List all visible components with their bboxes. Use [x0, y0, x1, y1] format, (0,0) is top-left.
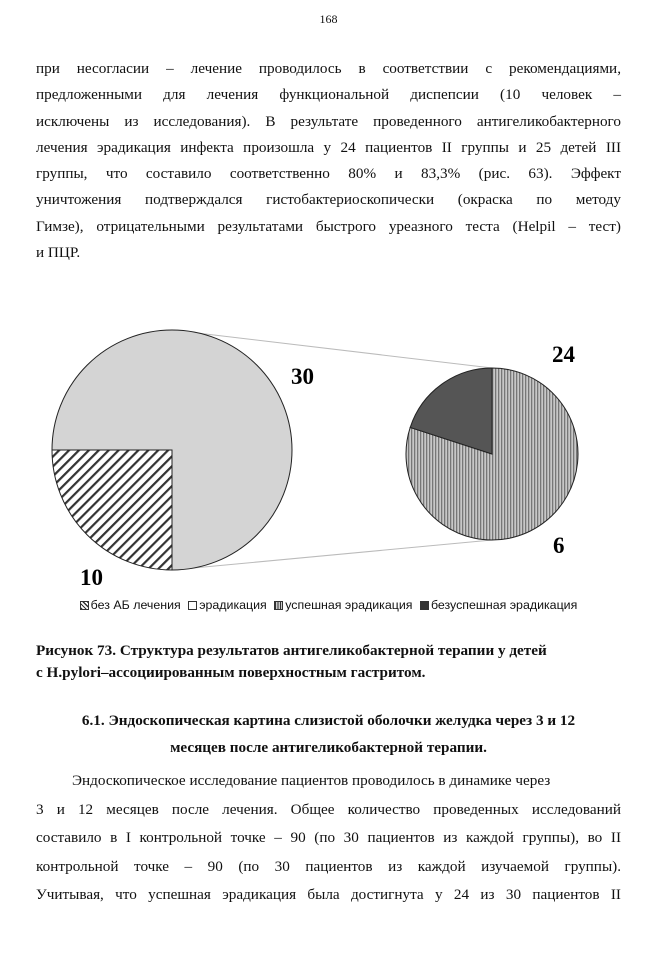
heading-line: месяцев после антигеликобактерной терапии. [170, 739, 487, 756]
legend-item [274, 598, 412, 612]
caption-line: Рисунок 73. Структура результатов антигеликобактерной терапии у детей [36, 642, 547, 659]
text-line: Эндоскопическое исследование пациентов проводилось в динамике через [72, 772, 551, 789]
body-paragraph [36, 767, 621, 910]
data-label: 10 [80, 565, 103, 590]
legend-item [80, 598, 181, 612]
hatch-swatch-icon [80, 601, 89, 610]
legend-label: безуспешная эрадикация [430, 598, 578, 612]
pie-chart [0, 300, 657, 600]
intro-paragraph [36, 56, 621, 266]
data-label: 30 [291, 364, 314, 389]
legend-label: успешная эрадикация [285, 598, 413, 612]
caption-line: с H.pylori–ассоциированным поверхностным гастритом. [36, 664, 426, 681]
text-line: лечения эрадикация инфекта произошла у 24 пациентов II группы и 25 детей III [36, 138, 621, 156]
text-line: при несогласии – лечение проводилось в соответствии с рекомендациями, [36, 60, 621, 77]
solid-swatch-icon [420, 601, 429, 610]
page-number: 168 [319, 12, 338, 26]
pie-slice [52, 450, 172, 570]
pie-main [52, 330, 292, 570]
text-line: Учитывая, что успешная эрадикация была достигнута у 24 из 30 пациентов II [36, 886, 621, 903]
empty-swatch-icon [188, 601, 197, 610]
text-line: уничтожения подтверждался гистобактериоскопически (окраска по методу [36, 191, 621, 209]
data-label: 24 [552, 342, 575, 367]
legend-item [188, 598, 267, 612]
text-line: составило в I контрольной точке – 90 (по 30 пациентов из каждой группы), во II [36, 829, 621, 846]
heading-line: 6.1. Эндоскопическая картина слизистой оболочки желудка через 3 и 12 [81, 712, 576, 729]
text-line: группы, что составило соответственно 80% и 83,3% (рис. 63). Эффект [36, 165, 621, 183]
data-label: 6 [553, 533, 565, 558]
figure-caption [36, 640, 626, 684]
text-line: 3 и 12 месяцев после лечения. Общее количество проведенных исследований [36, 800, 621, 818]
legend-label: без АБ лечения [90, 598, 181, 612]
text-line: и ПЦР. [36, 244, 81, 262]
text-line: Гимзе), отрицательными результатами быстрого уреазного теста (Helpil – тест) [36, 217, 621, 235]
legend-label: эрадикация [199, 598, 267, 612]
section-heading [36, 707, 621, 761]
text-line: исключены из исследования). В результате проведенного антигеликобактерного [36, 112, 621, 130]
pie-detail [406, 368, 578, 540]
striped-swatch-icon [274, 601, 283, 610]
chart-legend [0, 598, 657, 612]
legend-item [420, 598, 577, 612]
text-line: предложенными для лечения функциональной диспепсии (10 человек – [36, 86, 621, 104]
text-line: контрольной точке – 90 (по 30 пациентов из каждой изучаемой группы). [36, 857, 621, 875]
